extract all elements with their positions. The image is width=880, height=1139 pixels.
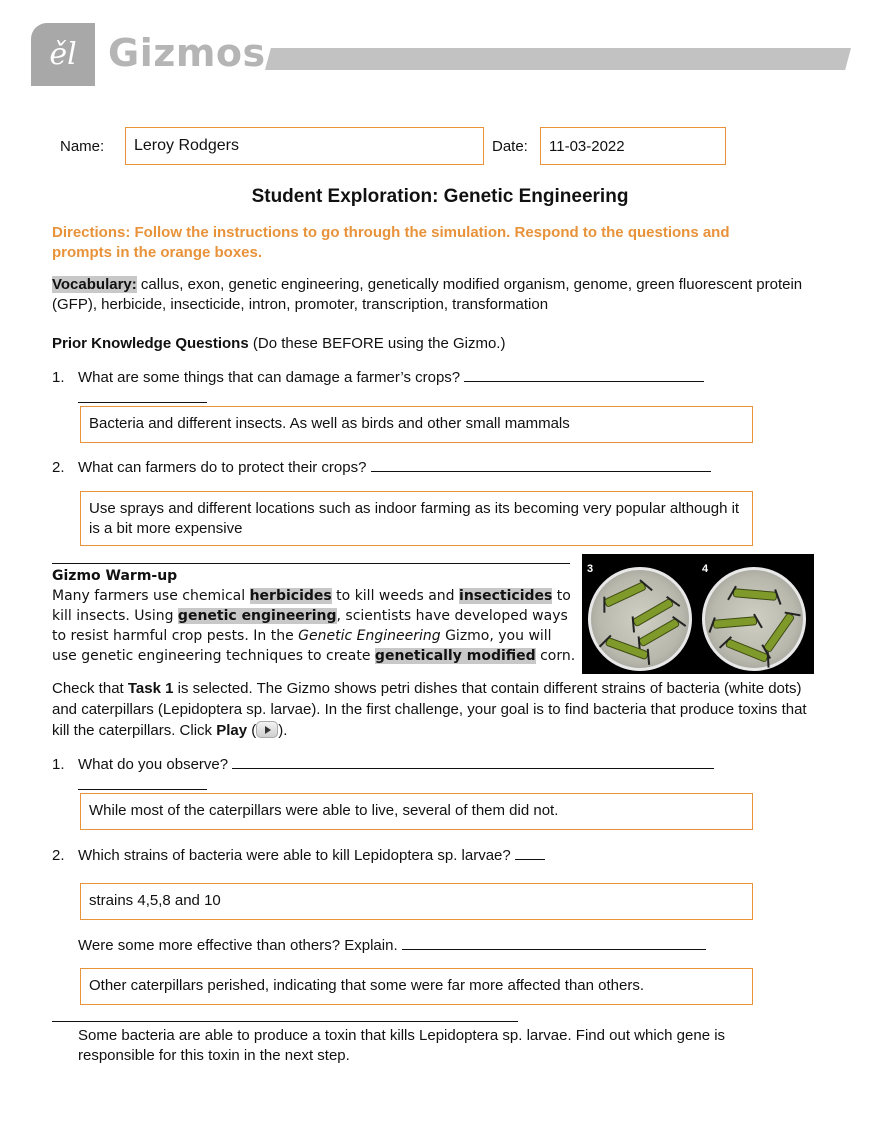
caterpillar-icon [603,581,647,608]
answer-text: Other caterpillars perished, indicating that some were far more affected than others. [89,977,645,994]
directions-text: Directions: Follow the instructions to go through the simulation. Respond to the questions and prompts in the orange boxes. [52,224,730,261]
closing-text: Some bacteria are able to produce a toxin that kills Lepidoptera sp. larvae. Find out which gene is responsible for this toxin in the next step. [78,1027,726,1064]
petri-dish-image [582,554,814,674]
term-insecticides: insecticides [459,588,553,604]
answer-line [78,789,207,790]
answer-line [402,936,706,950]
task-text: ( [247,722,257,739]
task-text: ). [278,722,288,739]
prior-knowledge-title: Prior Knowledge Questions [52,335,249,352]
gizmo-name: Genetic Engineering [298,628,441,644]
warmup-heading: Gizmo Warm-up [52,568,178,584]
warmup-text: corn. [535,648,576,664]
date-field[interactable] [540,127,726,165]
section-divider [52,563,570,564]
warmup-text: to kill insects. Using [52,588,571,624]
warmup-text: Many farmers use chemical [52,588,250,604]
petri-dish [702,567,806,671]
prior-knowledge-heading [52,334,505,354]
answer-text: strains 4,5,8 and 10 [89,892,221,909]
answer-line [232,755,714,769]
question-text: Were some more effective than others? Explain. [78,937,398,954]
warmup-answer-1[interactable] [80,793,753,830]
warmup-text: Gizmo, you will use genetic engineering techniques to create [52,628,552,664]
answer-line [371,458,711,472]
question-number: 1. [52,756,65,773]
answer-line [78,402,207,403]
name-value: Leroy Rodgers [134,137,239,154]
dish-label: 3 [587,563,594,575]
question-text: What do you observe? [78,756,229,773]
brand-name: Gizmos [108,31,266,75]
question-number: 2. [52,459,65,476]
caterpillar-icon [725,638,769,663]
question-text: What can farmers do to protect their crops? [78,459,367,476]
followup-question [78,936,738,956]
play-icon [256,721,278,738]
question-text: Which strains of bacteria were able to kill Lepidoptera sp. larvae? [78,847,511,864]
warmup-question-2 [52,846,732,866]
prior-knowledge-note: (Do these BEFORE using the Gizmo.) [248,335,506,352]
warmup-section [52,566,580,666]
answer-line [515,846,545,860]
section-divider [52,1021,518,1022]
task-text: Check that [52,680,128,697]
caterpillar-icon [733,588,778,601]
followup-answer[interactable] [80,968,753,1005]
answer-text: Use sprays and different locations such as indoor farming as its becoming very popular although it is a bit more expensive [89,500,740,537]
header-bar [265,48,851,70]
warmup-text: to kill weeds and [331,588,460,604]
term-herbicides: herbicides [249,588,332,604]
warmup-question-1 [52,755,732,775]
task-text: is selected. The Gizmo shows petri dishes that contain different strains of bacteria (white dots) and caterpillars (Lepidoptera sp. larvae). In the first challenge, your goal is to find bacteria that produce toxins that kill the caterpillars. Click [52,680,807,739]
pk-question-1 [52,368,732,388]
name-field[interactable] [125,127,484,165]
term-genetic-engineering: genetic engineering [177,608,337,624]
explorelearning-logo-icon: ěl [49,37,77,72]
vocabulary [52,275,812,315]
answer-text: Bacteria and different insects. As well as birds and other small mammals [89,415,570,432]
date-value: 11-03-2022 [549,137,625,155]
answer-text: While most of the caterpillars were able to live, several of them did not. [89,802,559,819]
vocabulary-terms: callus, exon, genetic engineering, genetically modified organism, genome, green fluorescent protein (GFP), herbicide, insecticide, intron, promoter, transcription, transformation [52,276,803,313]
pk-question-2 [52,458,732,478]
task-instructions [52,678,822,741]
question-number: 2. [52,847,65,864]
play-label: Play [216,722,248,739]
pk-answer-1[interactable] [80,406,753,443]
term-genetically-modified: genetically modified [374,648,536,664]
vocabulary-label: Vocabulary: [52,276,137,293]
task-1-label: Task 1 [127,680,174,697]
caterpillar-icon [763,612,796,653]
question-text: What are some things that can damage a farmer’s crops? [78,369,461,386]
warmup-text: , scientists have developed ways to resist harmful crop pests. In the [52,608,568,644]
answer-line [464,368,704,382]
page-title: Student Exploration: Genetic Engineering [251,186,629,207]
warmup-answer-2[interactable] [80,883,753,920]
caterpillar-icon [713,616,758,629]
name-label: Name: [60,138,105,155]
question-number: 1. [52,369,65,386]
dish-label: 4 [702,563,709,575]
date-label: Date: [492,138,528,155]
petri-dish [588,567,692,671]
pk-answer-2[interactable] [80,491,753,546]
